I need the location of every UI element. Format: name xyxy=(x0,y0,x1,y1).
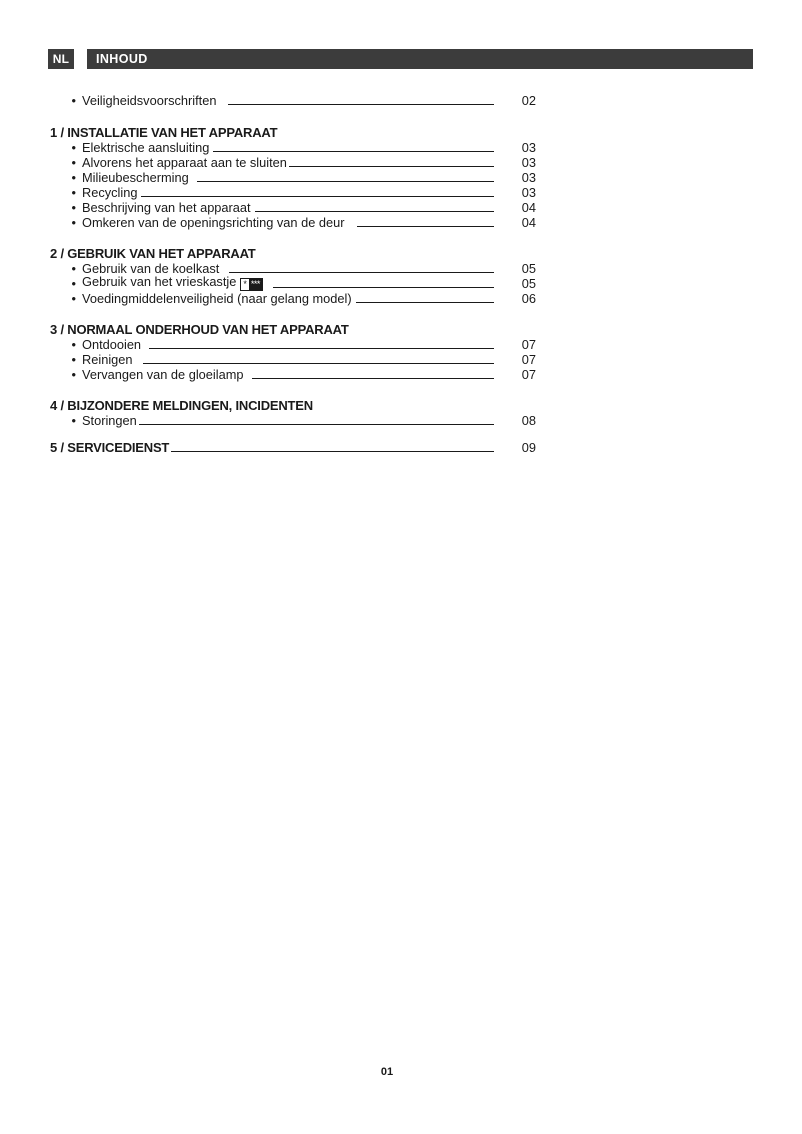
toc-entry-page: 04 xyxy=(521,215,536,230)
leader-line xyxy=(141,196,494,197)
bullet: • xyxy=(71,261,76,276)
leader-line xyxy=(213,151,494,152)
language-badge: NL xyxy=(48,49,74,69)
toc-entry-label xyxy=(82,274,263,291)
bullet: • xyxy=(71,291,76,306)
section-title[interactable]: 2 / GEBRUIK VAN HET APPARAAT xyxy=(50,246,256,261)
toc-entry-storingen[interactable] xyxy=(50,413,540,428)
toc-entry-label: Reinigen xyxy=(82,352,133,367)
toc-section-1 xyxy=(50,125,540,230)
leader-line xyxy=(289,166,494,167)
toc-entry-recycling[interactable] xyxy=(50,185,540,200)
bullet: • xyxy=(71,367,76,382)
toc-entry-label-text: Gebruik van het vrieskastje xyxy=(82,274,237,289)
toc-section-2 xyxy=(50,246,540,306)
toc-section-4 xyxy=(50,398,540,428)
toc-entry-page: 08 xyxy=(521,413,536,428)
toc-entry-label: Gebruik van de koelkast xyxy=(82,261,220,276)
leader-line xyxy=(356,302,494,303)
bullet: • xyxy=(71,155,76,170)
bullet: • xyxy=(71,352,76,367)
bullet: • xyxy=(71,93,76,108)
bullet: • xyxy=(71,215,76,230)
leader-line xyxy=(197,181,494,182)
toc-entry-page: 07 xyxy=(521,367,536,382)
toc-entry-page: 07 xyxy=(521,352,536,367)
toc-entry-page: 03 xyxy=(521,140,536,155)
toc-entry-label: Veiligheidsvoorschriften xyxy=(82,93,217,108)
toc-entry-page: 03 xyxy=(521,185,536,200)
toc-section-5 xyxy=(50,440,540,455)
section-title[interactable]: 4 / BIJZONDERE MELDINGEN, INCIDENTEN xyxy=(50,398,313,413)
toc-entry-page: 07 xyxy=(521,337,536,352)
toc-entry-label: Beschrijving van het apparaat xyxy=(82,200,251,215)
toc-entry-page: 05 xyxy=(521,261,536,276)
leader-line xyxy=(171,451,494,452)
page-number: 01 xyxy=(380,1066,394,1078)
bullet: • xyxy=(71,185,76,200)
leader-line xyxy=(143,363,494,364)
toc-entry-elektrische-aansluiting[interactable] xyxy=(50,140,540,155)
bullet: • xyxy=(71,170,76,185)
leader-line xyxy=(357,226,495,227)
toc-entry-gloeilamp[interactable] xyxy=(50,367,540,382)
toc-entry-milieubescherming[interactable] xyxy=(50,170,540,185)
single-star-icon: * xyxy=(243,279,247,289)
four-star-freezer-icon xyxy=(240,278,263,291)
section-title[interactable]: 3 / NORMAAL ONDERHOUD VAN HET APPARAAT xyxy=(50,322,349,337)
section-title[interactable]: 1 / INSTALLATIE VAN HET APPARAAT xyxy=(50,125,278,140)
toc-entry-label: Omkeren van de openingsrichting van de deur xyxy=(82,215,345,230)
triple-star-icon: *** xyxy=(250,279,260,289)
toc-entry-page: 09 xyxy=(521,440,536,455)
toc-entry-page: 03 xyxy=(521,155,536,170)
bullet: • xyxy=(71,337,76,352)
toc-entry-ontdooien[interactable] xyxy=(50,337,540,352)
header-gap xyxy=(74,49,87,69)
leader-line xyxy=(149,348,494,349)
bullet: • xyxy=(71,276,76,291)
toc-entry-label: Alvorens het apparaat aan te sluiten xyxy=(82,155,287,170)
leader-line xyxy=(228,104,494,105)
toc-entry-vrieskastje[interactable] xyxy=(50,276,540,291)
toc-entry-servicedienst[interactable] xyxy=(50,440,540,455)
toc-entry-label: Recycling xyxy=(82,185,138,200)
toc-entry-label: Ontdooien xyxy=(82,337,142,352)
leader-line xyxy=(139,424,494,425)
toc-entry-omkeren[interactable] xyxy=(50,215,540,230)
toc-entry-label: Vervangen van de gloeilamp xyxy=(82,367,244,382)
toc-entry-page: 04 xyxy=(521,200,536,215)
leader-line xyxy=(273,287,494,288)
toc-entry-label: Milieubescherming xyxy=(82,170,189,185)
toc-entry-page: 06 xyxy=(521,291,536,306)
section-title: 5 / SERVICEDIENST xyxy=(50,440,170,455)
toc-entry-page: 03 xyxy=(521,170,536,185)
toc-entry-reinigen[interactable] xyxy=(50,352,540,367)
bullet: • xyxy=(71,413,76,428)
toc-entry-label: Storingen xyxy=(82,413,137,428)
toc-entry-label: Voedingmiddelenveiligheid (naar gelang model) xyxy=(82,291,352,306)
header-title: INHOUD xyxy=(87,49,753,69)
leader-line xyxy=(255,211,494,212)
leader-line xyxy=(229,272,494,273)
bullet: • xyxy=(71,140,76,155)
toc-entry-alvorens[interactable] xyxy=(50,155,540,170)
toc-entry-veiligheidsvoorschriften[interactable] xyxy=(50,93,540,108)
toc-entry-page: 05 xyxy=(521,276,536,291)
header-bar xyxy=(48,49,753,69)
table-of-contents xyxy=(50,91,540,467)
toc-entry-voedingmiddelen[interactable] xyxy=(50,291,540,306)
leader-line xyxy=(252,378,495,379)
toc-intro xyxy=(50,93,540,108)
toc-entry-label: Elektrische aansluiting xyxy=(82,140,210,155)
bullet: • xyxy=(71,200,76,215)
toc-section-3 xyxy=(50,322,540,382)
toc-entry-beschrijving[interactable] xyxy=(50,200,540,215)
toc-entry-page: 02 xyxy=(521,93,536,108)
